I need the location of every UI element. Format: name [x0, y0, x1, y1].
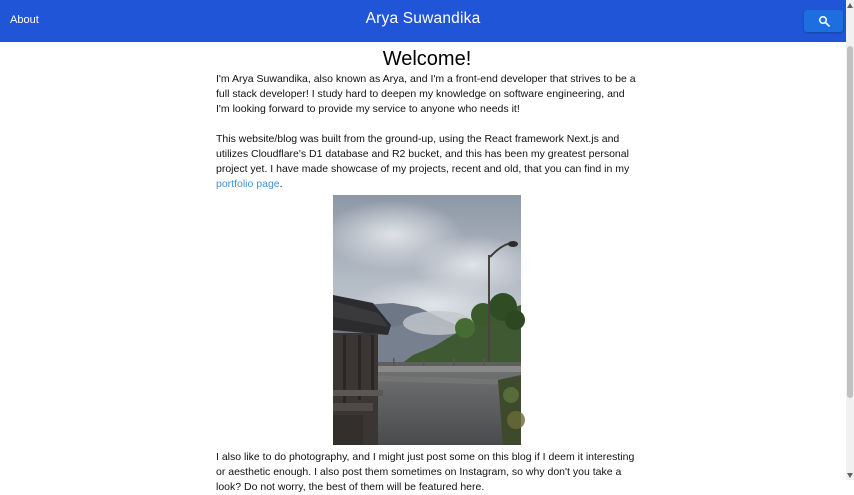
scroll-down-icon[interactable]: [847, 472, 853, 478]
search-icon: [818, 15, 830, 27]
nav-about-link[interactable]: About: [10, 14, 39, 26]
scrollbar-thumb[interactable]: [847, 46, 853, 398]
featured-photo: [333, 195, 521, 445]
mountain-photo: [333, 195, 521, 445]
portfolio-link[interactable]: portfolio page: [216, 178, 280, 190]
navbar: [0, 0, 846, 42]
main-content: [216, 42, 638, 495]
about-website-end: .: [279, 178, 283, 190]
photography-paragraph: I also like to do photography, and I might just post some on this blog if I deem it interesting or aesthetic enough. I also post them sometimes on Instagram, so why don't you take a look? Do not worry, the best of them will be featured here.: [216, 451, 635, 493]
about-website-paragraph: [216, 132, 638, 192]
page-title: Welcome!: [382, 48, 472, 70]
intro-paragraph: I'm Arya Suwandika, also known as Arya, and I'm a front-end developer that strives to be a full stack developer! I study hard to deepen my knowledge on software engineering, and I'm looking forward to provide my service to anyone who needs it!: [216, 73, 636, 115]
about-website-text: This website/blog was built from the ground-up, using the React framework Next.js and utilizes Cloudflare's D1 database and R2 bucket, and this has been my greatest personal project yet. I have made showcase of my projects, recent and old, that you can find in my: [216, 133, 630, 175]
search-button[interactable]: [804, 10, 843, 32]
scroll-up-icon[interactable]: [847, 2, 853, 8]
vertical-scrollbar[interactable]: [846, 0, 854, 480]
site-title[interactable]: Arya Suwandika: [365, 10, 481, 27]
